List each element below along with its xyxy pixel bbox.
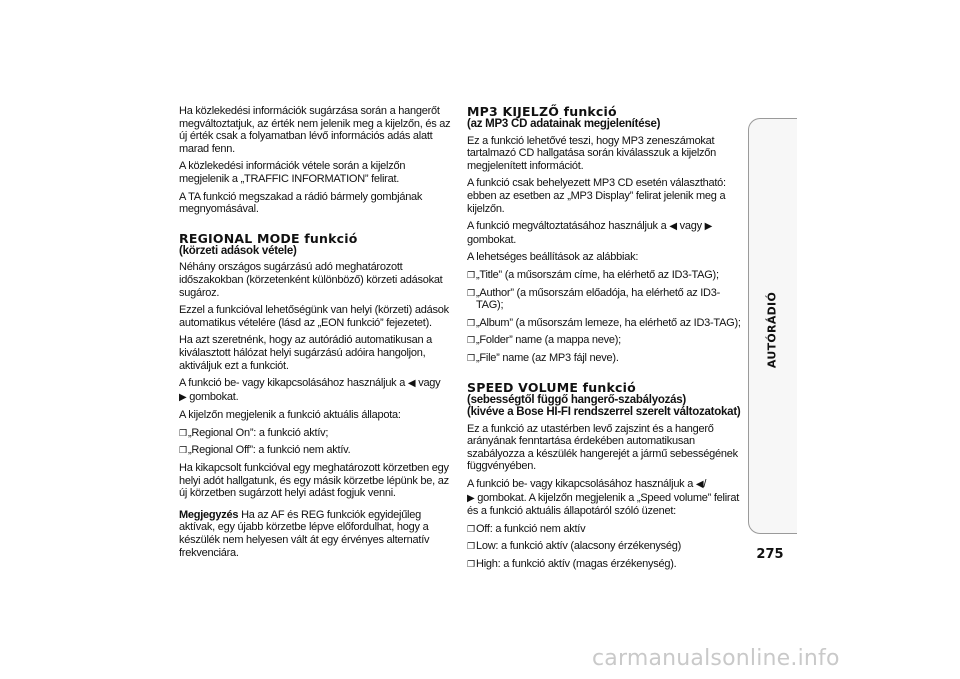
speed-volume-title: SPEED VOLUME funkció — [467, 379, 636, 395]
left-column — [179, 105, 457, 564]
regional-mode-title: REGIONAL MODE funkció — [179, 230, 358, 246]
list-item-text: „Title” (a műsorszám címe, ha elérhető az ID3-TAG); — [476, 268, 719, 281]
left-arrow-icon: ◀ — [695, 479, 704, 491]
text: vagy — [418, 377, 441, 390]
text: gombokat. — [189, 390, 239, 403]
checkbox-bullet-icon: ❒ — [179, 427, 187, 438]
text: gombokat. — [467, 233, 517, 246]
regional-mode-section — [179, 232, 457, 559]
note-label: Megjegyzés — [179, 508, 239, 521]
paragraph: A kijelzőn megjelenik a funkció aktuális állapota: — [179, 409, 401, 422]
paragraph: Ha közlekedési információk sugárzása során a hangerőt megváltoztatjuk, az érték nem jelenik meg a kijelzőn, és az új érték csak a folyamatban lévő információs adás alatt marad fenn. — [179, 105, 451, 155]
left-arrow-icon: ◀ — [407, 378, 416, 390]
paragraph: Ezzel a funkcióval lehetőségünk van helyi (körzeti) adások automatikus vételére (lásd az „EON funkció” fejezetet). — [179, 304, 449, 329]
list-item — [467, 269, 745, 282]
mp3-display-title: MP3 KIJELZŐ funkció — [467, 104, 617, 119]
right-arrow-icon: ▶ — [179, 391, 187, 403]
paragraph: Néhány országos sugárzású adó meghatározott időszakokban (körzetenként különböző) körzeti adásokat sugároz. — [179, 261, 443, 299]
checkbox-bullet-icon: ❒ — [467, 352, 475, 363]
list-item-text: „Regional Off”: a funkció nem aktív. — [188, 444, 351, 457]
paragraph: Ez a funkció lehetővé teszi, hogy MP3 zeneszámokat tartalmazó CD hallgatása során kiválasszuk a kijelzőn megjelenített információt. — [467, 134, 717, 172]
list-item-text: „Folder” name (a mappa neve); — [476, 334, 621, 347]
speed-volume-subtitle: (sebességtől függő hangerő-szabályozás) — [467, 393, 687, 406]
checkbox-bullet-icon: ❒ — [179, 445, 187, 456]
list-item-text: „Author” (a műsorszám előadója, ha elérhető az ID3-TAG); — [476, 286, 721, 312]
list-item-text: Off: a funkció nem aktív — [476, 522, 586, 535]
checkbox-bullet-icon: ❒ — [467, 541, 475, 552]
list-item — [467, 540, 745, 553]
paragraph: A funkció csak behelyezett MP3 CD esetén választható: ebben az esetben az „MP3 Display” felirat jelenik meg a kijelzőn. — [467, 177, 726, 215]
paragraph — [179, 377, 457, 404]
list-item — [467, 334, 745, 347]
speed-volume-section — [467, 381, 745, 571]
paragraph: A közlekedési információk vétele során a kijelzőn megjelenik a „TRAFFIC INFORMATION” felirat. — [179, 160, 406, 185]
right-arrow-icon: ▶ — [704, 221, 713, 233]
paragraph: Ha kikapcsolt funkcióval egy meghatározott körzetben egy helyi adót hallgatunk, és egy másik körzetbe lépünk be, az új körzetben sugárzott helyi adást fogjuk venni. — [179, 462, 449, 500]
text: A funkció be- vagy kikapcsolásához használjuk a — [467, 478, 694, 491]
list-item-text: „File” name (az MP3 fájl neve). — [476, 351, 619, 364]
checkbox-bullet-icon: ❒ — [467, 523, 475, 534]
speed-volume-subtitle-note: (kivéve a Bose HI-FI rendszerrel szerelt változatokat) — [467, 406, 741, 419]
text: vagy — [679, 220, 702, 233]
paragraph — [467, 220, 745, 246]
list-item-text: Low: a funkció aktív (alacsony érzékenység) — [476, 540, 682, 553]
list-item-text: High: a funkció aktív (magas érzékenység). — [476, 558, 677, 571]
text: / — [703, 478, 707, 491]
checkbox-bullet-icon: ❒ — [467, 287, 475, 298]
text: A funkció megváltoztatásához használjuk a — [467, 220, 667, 233]
section-side-label: AUTÓRÁDIÓ — [765, 291, 779, 369]
right-column — [467, 105, 745, 576]
mp3-display-section — [467, 105, 745, 365]
note — [179, 509, 457, 559]
checkbox-bullet-icon: ❒ — [467, 269, 475, 280]
list-item — [179, 427, 457, 440]
paragraph: A TA funkció megszakad a rádió bármely gombjának megnyomásával. — [179, 190, 423, 216]
list-item — [179, 444, 457, 457]
paragraph: Ez a funkció az utastérben levő zajszint és a hangerő arányának fenntartása érdekében automatikusan szabályozza a készülék hangerejét a jármű sebességének függvényében. — [467, 422, 738, 473]
list-item — [467, 287, 745, 312]
paragraph — [467, 478, 745, 518]
list-item-text: „Regional On”: a funkció aktív; — [188, 426, 329, 439]
checkbox-bullet-icon: ❒ — [467, 317, 475, 328]
regional-mode-subtitle: (körzeti adások vétele) — [179, 244, 297, 257]
paragraph: A lehetséges beállítások az alábbiak: — [467, 251, 639, 264]
list-item-text: „Album” (a műsorszám lemeze, ha elérhető az ID3-TAG); — [476, 316, 741, 329]
left-arrow-icon: ◀ — [669, 221, 677, 233]
list-item — [467, 317, 745, 330]
mp3-display-subtitle: (az MP3 CD adatainak megjelenítése) — [467, 118, 661, 130]
text: A funkció be- vagy kikapcsolásához használjuk a — [179, 377, 406, 390]
watermark: carmanualsonline.info — [592, 646, 840, 671]
paragraph: Ha azt szeretnénk, hogy az autórádió automatikusan a kiválasztott hálózat helyi sugárzású adóira hangoljon, aktiváljuk ezt a funkciót. — [179, 334, 432, 372]
text: gombokat. A kijelzőn megjelenik a „Speed volume” felirat és a funkció aktuális állapotáról szóló üzenet: — [467, 491, 740, 518]
list-item — [467, 352, 745, 365]
right-arrow-icon: ▶ — [467, 492, 475, 504]
note-text: Ha az AF és REG funkciók egyidejűleg aktívak, egy újabb körzetbe lépve előfordulhat, hogy a készülék nem helyesen vált át egy érvényes alternatív frekvenciára. — [179, 508, 430, 559]
checkbox-bullet-icon: ❒ — [467, 559, 475, 570]
list-item — [467, 523, 745, 536]
list-item — [467, 558, 745, 571]
checkbox-bullet-icon: ❒ — [467, 335, 475, 346]
page-number: 275 — [756, 547, 784, 562]
